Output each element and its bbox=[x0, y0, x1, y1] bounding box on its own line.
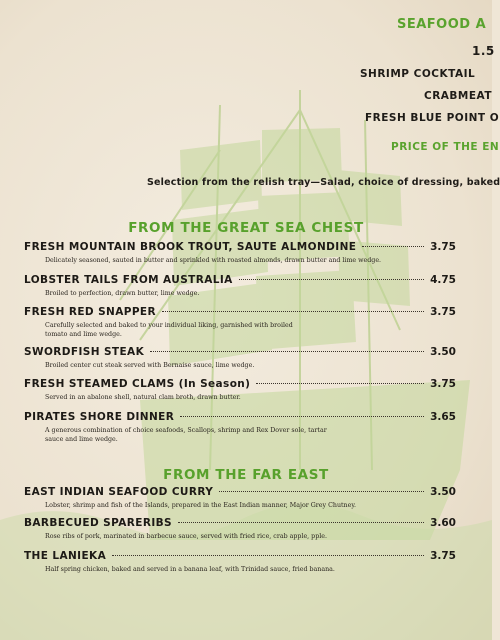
menu-item bbox=[24, 411, 456, 444]
menu-item bbox=[24, 378, 456, 402]
dot-leader bbox=[178, 522, 424, 523]
dot-leader bbox=[239, 279, 424, 280]
item-description: Carefully selected and baked to your individual liking, garnished with broiled tomato and lime wedge. bbox=[45, 322, 293, 338]
item-price: 3.75 bbox=[430, 241, 456, 253]
appetizer-shrimp-cocktail: SHRIMP COCKTAIL bbox=[360, 68, 476, 80]
item-description: Served in an abalone shell, natural clam broth, drawn butter. bbox=[45, 394, 241, 401]
item-description: Rose ribs of pork, marinated in barbecue sauce, served with fried rice, crab apple, pple. bbox=[45, 533, 327, 540]
item-price: 3.50 bbox=[430, 486, 456, 498]
dot-leader bbox=[219, 491, 424, 492]
item-name: PIRATES SHORE DINNER bbox=[24, 411, 175, 423]
item-name: THE LANIEKA bbox=[24, 550, 107, 562]
item-description: A generous combination of choice seafoods, Scallops, shrimp and Rex Dover sole, tartar sauce and lime wedge. bbox=[45, 427, 327, 443]
menu-item bbox=[24, 550, 456, 574]
item-description: Lobster, shrimp and fish of the Islands, prepared in the East Indian manner, Major Grey Chutney. bbox=[45, 502, 357, 509]
item-price: 3.75 bbox=[430, 378, 456, 390]
dot-leader bbox=[362, 246, 424, 247]
menu-item bbox=[24, 517, 456, 541]
item-name: FRESH STEAMED CLAMS (In Season) bbox=[24, 378, 251, 390]
item-price: 3.50 bbox=[430, 346, 456, 358]
price-of-entree-note: PRICE OF THE EN bbox=[391, 141, 500, 153]
item-description: Broiled center cut steak served with Bernaise sauce, lime wedge. bbox=[45, 362, 255, 369]
dot-leader bbox=[150, 351, 424, 352]
item-description: Broiled to perfection, drawn butter, lime wedge. bbox=[45, 290, 200, 297]
menu-item bbox=[24, 241, 456, 265]
menu-item bbox=[24, 486, 456, 510]
item-name: EAST INDIAN SEAFOOD CURRY bbox=[24, 486, 214, 498]
item-description: Delicately seasoned, sauted in butter and sprinkled with roasted almonds, drawn butter and lime wedge. bbox=[45, 257, 382, 264]
section-title-sea-chest: FROM THE GREAT SEA CHEST bbox=[128, 220, 364, 236]
appetizer-crabmeat: CRABMEAT bbox=[424, 90, 493, 102]
item-price: 3.75 bbox=[430, 306, 456, 318]
dot-leader bbox=[256, 383, 424, 384]
item-name: BARBECUED SPARERIBS bbox=[24, 517, 173, 529]
item-name: FRESH MOUNTAIN BROOK TROUT, SAUTE ALMONDINE bbox=[24, 241, 357, 253]
item-price: 3.65 bbox=[430, 411, 456, 423]
item-name: FRESH RED SNAPPER bbox=[24, 306, 156, 318]
menu-item bbox=[24, 346, 456, 370]
item-price: 3.60 bbox=[430, 517, 456, 529]
item-name: LOBSTER TAILS FROM AUSTRALIA bbox=[24, 274, 233, 286]
dot-leader bbox=[180, 416, 424, 417]
menu-item bbox=[24, 274, 456, 298]
relish-tray-note: Selection from the relish tray—Salad, choice of dressing, baked bbox=[147, 177, 500, 188]
dot-leader bbox=[112, 555, 424, 556]
header-price: 1.5 bbox=[472, 44, 495, 58]
item-name: SWORDFISH STEAK bbox=[24, 346, 145, 358]
seafood-heading: SEAFOOD A bbox=[397, 17, 487, 32]
menu-item bbox=[24, 306, 456, 339]
dot-leader bbox=[162, 311, 424, 312]
item-price: 4.75 bbox=[430, 274, 456, 286]
item-price: 3.75 bbox=[430, 550, 456, 562]
section-title-far-east: FROM THE FAR EAST bbox=[163, 467, 329, 483]
item-description: Half spring chicken, baked and served in a banana leaf, with Trinidad sauce, fried banana. bbox=[45, 566, 335, 573]
appetizer-blue-point: FRESH BLUE POINT O bbox=[365, 112, 500, 124]
